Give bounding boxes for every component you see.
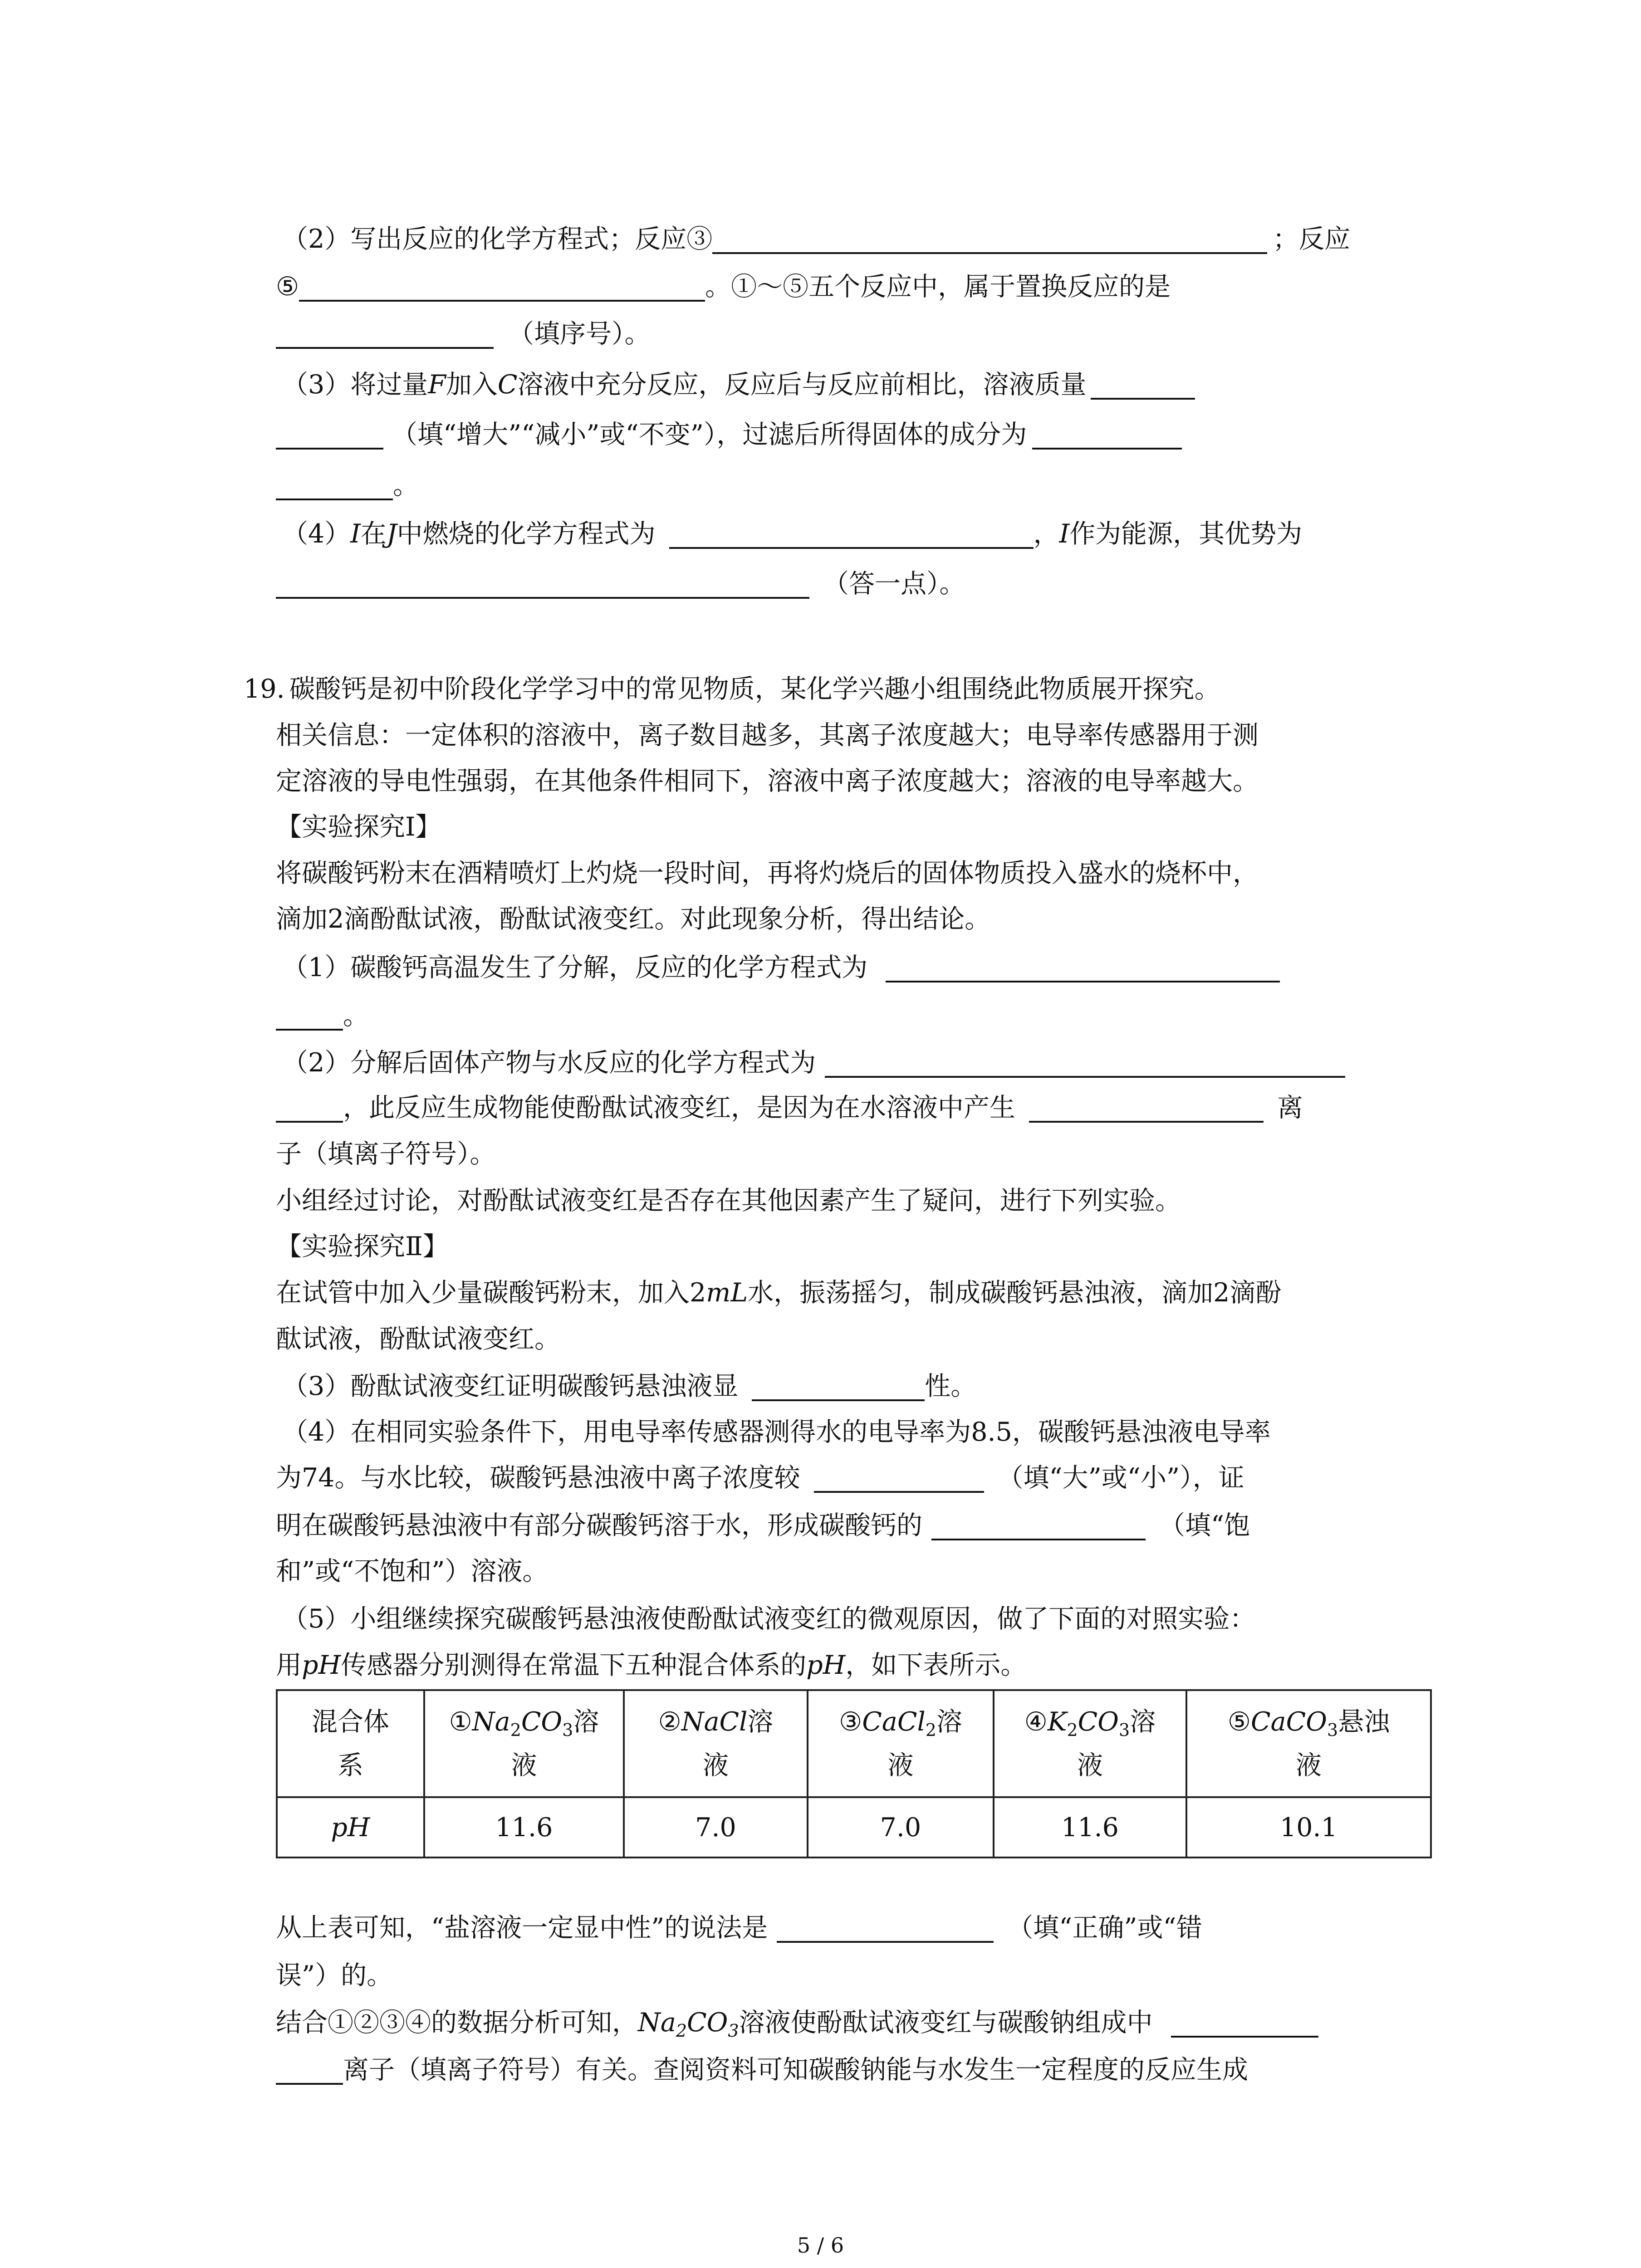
q19-sub2-line3: 子（填离子符号）。 <box>276 1139 496 1169</box>
q19-sub4-line1: （4）在相同实验条件下，用电导率传感器测得水的电导率为8.5，碳酸钙悬浊液电导率 <box>282 1417 1271 1447</box>
table-header-row <box>277 1690 1431 1797</box>
table-row <box>277 1797 1431 1857</box>
q19-sub4-line4: 和”或“不饱和”）溶液。 <box>276 1556 549 1586</box>
answer-blank[interactable] <box>931 1512 1146 1540</box>
q19-sub5-line1: （5）小组继续探究碳酸钙悬浊液使酚酞试液变红的微观原因，做了下面的对照实验： <box>282 1604 1256 1634</box>
q18-part2-line2: ⑤ 。①～⑤五个反应中，属于置换反应的是 <box>276 272 1171 302</box>
table-row-label: pH <box>277 1797 424 1857</box>
q18-part3-line1: （3）将过量F加入C溶液中充分反应，反应后与反应前相比，溶液质量 <box>282 367 1195 403</box>
answer-blank[interactable] <box>669 521 1034 549</box>
table-cell: 7.0 <box>808 1797 994 1857</box>
answer-blank[interactable] <box>712 226 1267 254</box>
table-header-cell: $④K_2CO_3$溶 液 <box>994 1690 1186 1797</box>
q19-info-line1: 相关信息：一定体积的溶液中，离子数目越多，其离子浓度越大；电导率传感器用于测 <box>276 720 1259 750</box>
answer-blank[interactable] <box>886 954 1280 982</box>
answer-blank[interactable] <box>1171 2009 1318 2038</box>
answer-blank[interactable] <box>825 1050 1345 1078</box>
q19-combine-line: 结合①②③④的数据分析可知，$Na_2CO_3$溶液使酚酞试液变红与碳酸钠组成中 <box>276 2004 1318 2041</box>
answer-blank[interactable] <box>299 274 705 302</box>
answer-blank[interactable] <box>276 472 393 500</box>
table-header-cell: ③CaCl$_2$溶 液 <box>808 1690 994 1797</box>
q19-experiment2-title: 【实验探究Ⅱ】 <box>276 1232 449 1261</box>
q19-sub3: （3）酚酞试液变红证明碳酸钙悬浊液显 性。 <box>282 1371 977 1401</box>
q19-intro: 19. 碳酸钙是初中阶段化学学习中的常见物质，某化学兴趣小组围绕此物质展开探究。 <box>244 674 1220 704</box>
table-header-cell: ②NaCl溶 液 <box>624 1690 808 1797</box>
ph-table <box>276 1689 1432 1858</box>
table-header-cell: 混合体 系 <box>277 1690 424 1797</box>
q18-part4-line1: （4）I在J中燃烧的化学方程式为 ，I作为能源，其优势为 <box>282 519 1303 549</box>
answer-blank[interactable] <box>1032 421 1182 450</box>
q18-part2-line1: （2）写出反应的化学方程式；反应③ ；反应 <box>282 224 1351 254</box>
q19-after-table-line1: 从上表可知，“盐溶液一定显中性”的说法是 （填“正确”或“错 <box>276 1913 1202 1943</box>
q19-sub5-line2: 用pH传感器分别测得在常温下五种混合体系的pH，如下表所示。 <box>276 1650 1027 1680</box>
answer-blank[interactable] <box>276 571 809 599</box>
q19-experiment1-title: 【实验探究Ⅰ】 <box>276 812 441 842</box>
table-cell: 7.0 <box>624 1797 808 1857</box>
q19-experiment1-line2: 滴加2滴酚酞试液，酚酞试液变红。对此现象分析，得出结论。 <box>276 904 991 934</box>
q19-discussion: 小组经过讨论，对酚酞试液变红是否存在其他因素产生了疑问，进行下列实验。 <box>276 1186 1181 1216</box>
q19-experiment1-line1: 将碳酸钙粉末在酒精喷灯上灼烧一段时间，再将灼烧后的固体物质投入盛水的烧杯中， <box>276 858 1259 888</box>
q19-experiment2-line1: 在试管中加入少量碳酸钙粉末，加入2mL水，振荡摇匀，制成碳酸钙悬浊液，滴加2滴酚 <box>276 1278 1282 1308</box>
answer-blank[interactable] <box>276 321 494 349</box>
answer-blank[interactable] <box>276 2057 343 2085</box>
table-cell: 10.1 <box>1186 1797 1431 1857</box>
q19-info-line2: 定溶液的导电性强弱，在其他条件相同下，溶液中离子浓度越大；溶液的电导率越大。 <box>276 766 1259 796</box>
q19-sub2-line1: （2）分解后固体产物与水反应的化学方程式为 <box>282 1045 1345 1081</box>
q19-sub1-line2: 。 <box>276 997 369 1034</box>
q18-part3-line3: 。 <box>276 467 419 503</box>
answer-blank[interactable] <box>777 1915 994 1943</box>
answer-blank[interactable] <box>814 1465 984 1493</box>
answer-blank[interactable] <box>276 1095 343 1123</box>
table-cell: 11.6 <box>994 1797 1186 1857</box>
table-header-cell: $①Na_2CO_3$溶 液 <box>424 1690 624 1797</box>
q19-sub4-line3: 明在碳酸钙悬浊液中有部分碳酸钙溶于水，形成碳酸钙的 （填“饱 <box>276 1510 1250 1540</box>
q19-experiment2-line2: 酞试液，酚酞试液变红。 <box>276 1324 560 1354</box>
answer-blank[interactable] <box>1029 1095 1264 1123</box>
answer-blank[interactable] <box>276 421 383 450</box>
q19-sub4-line2: 为74。与水比较，碳酸钙悬浊液中离子浓度较 （填“大”或“小”），证 <box>276 1463 1244 1493</box>
page-number: 5 / 6 <box>797 2233 844 2258</box>
answer-blank[interactable] <box>1091 371 1195 400</box>
q19-after-table-line2: 误”）的。 <box>276 1960 393 1990</box>
table-cell: 11.6 <box>424 1797 624 1857</box>
answer-blank[interactable] <box>752 1373 925 1401</box>
q19-last-line: 离子（填离子符号）有关。查阅资料可知碳酸钠能与水发生一定程度的反应生成 <box>276 2052 1248 2088</box>
answer-blank[interactable] <box>276 1002 343 1031</box>
q19-sub1-line1: （1）碳酸钙高温发生了分解，反应的化学方程式为 <box>282 949 1280 986</box>
table-header-cell: ⑤CaCO$_3$悬浊 液 <box>1186 1690 1431 1797</box>
q18-part2-line3: （填序号）。 <box>276 316 651 352</box>
q18-part3-line2: （填“增大”“减小”或“不变”），过滤后所得固体的成分为 <box>276 416 1182 453</box>
q19-sub2-line2: ，此反应生成物能使酚酞试液变红，是因为在水溶液中产生 离 <box>276 1090 1303 1126</box>
q18-part4-line2: （答一点）。 <box>276 566 965 602</box>
